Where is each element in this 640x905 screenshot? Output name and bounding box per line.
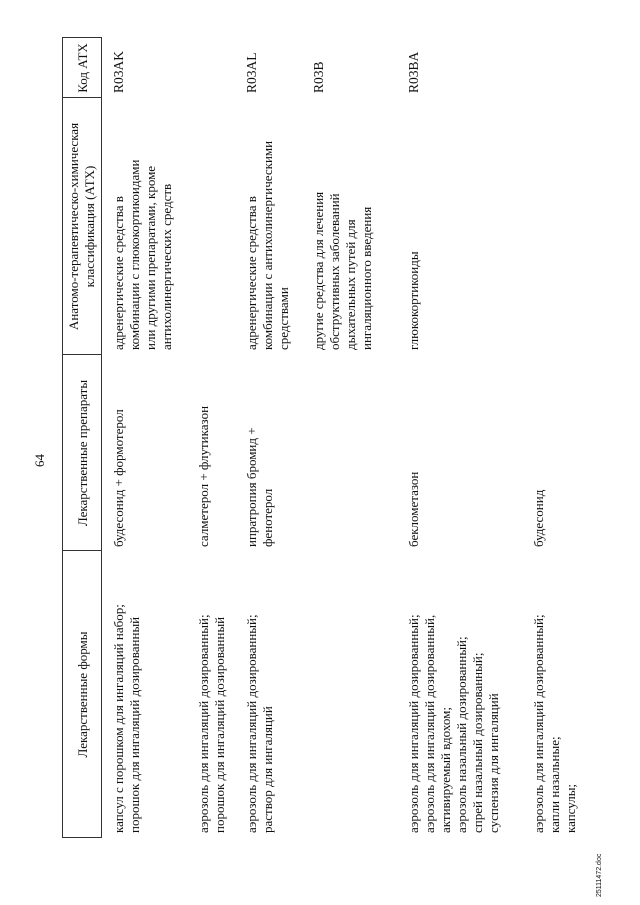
row-code: R03BA [406, 51, 421, 93]
drug-form: аэрозоль для ингаляций дозированный; [196, 614, 211, 833]
row-classification: дыхательных путей для [343, 219, 358, 350]
drug-form: раствор для ингаляций [260, 706, 275, 833]
drug-form: активируемый вдохом; [438, 707, 453, 833]
row-classification: адренергические средства в [244, 196, 259, 350]
table-top-border [62, 37, 63, 838]
header-drugs: Лекарственные препараты [75, 379, 90, 527]
drug-form: порошок для ингаляций дозированный [127, 616, 142, 833]
row-classification: другие средства для лечения [311, 191, 326, 350]
header-classification-line1: Анатомо-терапевтическо-химическая [66, 122, 81, 331]
row-classification: средствами [276, 287, 291, 350]
row-classification: комбинации с глюкокортикоидами [127, 159, 142, 350]
row-classification: ингаляционного введения [359, 206, 374, 350]
drug-name: будесонид + формотерол [111, 409, 126, 547]
drug-form: спрей назальный дозированный; [470, 652, 485, 833]
header-classification-line2: классификация (АТХ) [82, 165, 97, 288]
drug-form: суспензия для ингаляций [486, 693, 501, 833]
header-code: Код АТХ [75, 43, 90, 93]
drug-name: фенотерол [260, 488, 275, 547]
row-classification: адренергические средства в [111, 196, 126, 350]
footer-filename: 25111472.doc [596, 853, 603, 897]
drug-name: ипратропия бромид + [244, 427, 259, 547]
drug-form: аэрозоль назальный дозированный; [454, 636, 469, 833]
header-forms: Лекарственные формы [75, 631, 90, 758]
row-classification: комбинации с антихолинергическими [260, 140, 275, 350]
drug-form: порошок для ингаляций дозированный [212, 616, 227, 833]
drug-form: капсулы; [563, 783, 578, 833]
header-bottom-border [101, 37, 102, 838]
drug-form: аэрозоль для ингаляций дозированный; [406, 614, 421, 833]
drug-form: аэрозоль для ингаляций дозированный; [244, 614, 259, 833]
drug-form: капсул с порошком для ингаляций набор; [111, 604, 126, 833]
drug-form: аэрозоль для ингаляций дозированный; [531, 614, 546, 833]
row-classification: антихолинергических средств [159, 183, 174, 350]
row-classification: или другими препаратами, кроме [143, 165, 158, 350]
drug-form: аэрозоль для ингаляций дозированный, [422, 614, 437, 833]
page-number: 64 [32, 454, 47, 467]
row-code: R03B [311, 61, 326, 93]
drug-form: капли назальные; [547, 736, 562, 833]
drug-name: будесонид [531, 489, 546, 547]
row-code: R03AL [244, 52, 259, 93]
drug-name: салметерол + флутиказон [196, 405, 211, 547]
row-code: R03AK [111, 50, 126, 93]
drug-name: беклометазон [406, 471, 421, 547]
row-classification: глюкокортикоиды [406, 251, 421, 350]
row-classification: обструктивных заболеваний [327, 193, 342, 350]
